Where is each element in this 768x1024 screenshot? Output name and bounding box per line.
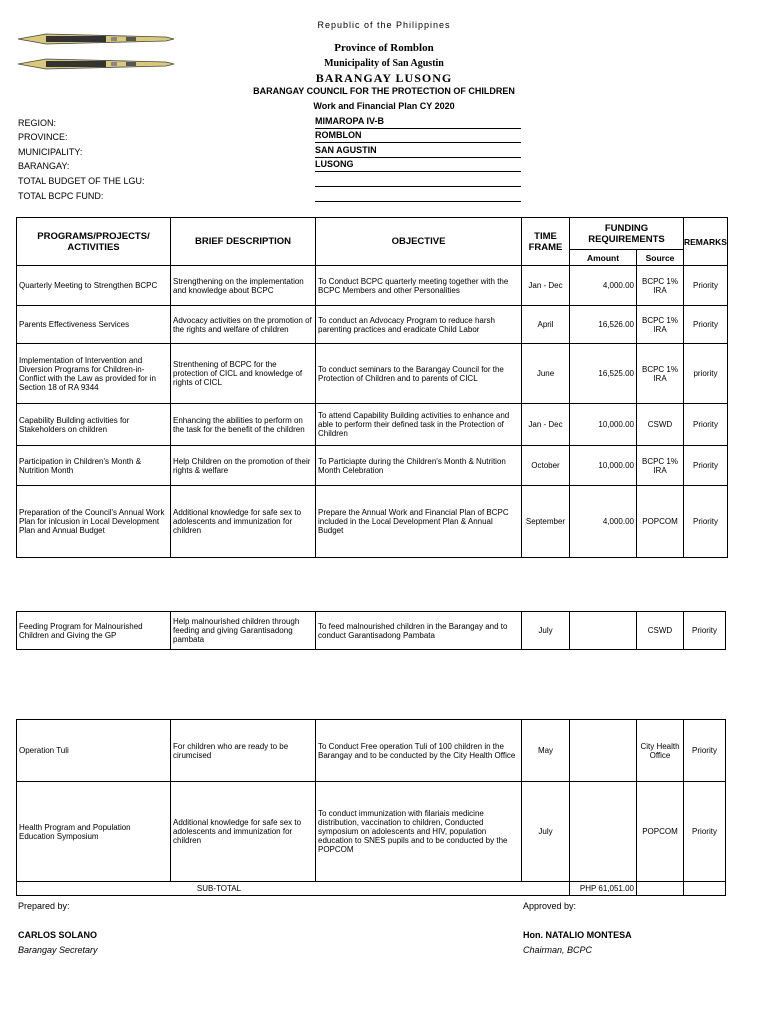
program-cell: Parents Effectiveness Services (17, 306, 171, 344)
approved-by-label: Approved by: (523, 901, 577, 911)
description-cell: Additional knowledge for safe sex to adolescents and immunization for children (171, 782, 316, 882)
subtotal-remarks (684, 882, 726, 896)
source-cell: BCPC 1% IRA (637, 266, 684, 306)
description-cell: Help malnourished children through feeding and giving Garantisadong pambata (171, 612, 316, 650)
prepared-by-label: Prepared by: (18, 901, 70, 911)
republic-heading: Republic of the Philippines (317, 20, 451, 30)
info-label: BARANGAY: (18, 161, 70, 171)
subtotal-label: SUB-TOTAL (17, 882, 570, 896)
description-cell: Help Children on the promotion of their rights & welfare (171, 446, 316, 486)
col-header-programs: PROGRAMS/PROJECTS/ ACTIVITIES (17, 218, 171, 266)
col-header-remarks: REMARKS (684, 218, 728, 266)
program-cell: Participation in Children's Month & Nutrition Month (17, 446, 171, 486)
program-cell: Operation Tuli (17, 720, 171, 782)
source-cell: POPCOM (637, 782, 684, 882)
approved-by-name: Hon. NATALIO MONTESA (523, 930, 632, 940)
program-cell: Health Program and Population Education Symposium (17, 782, 171, 882)
source-cell: BCPC 1% IRA (637, 446, 684, 486)
remarks-cell: Priority (684, 306, 728, 344)
amount-cell: 10,000.00 (570, 446, 637, 486)
objective-cell: To conduct seminars to the Barangay Council for the Protection of Children and to parents of CICL (316, 344, 522, 404)
objective-cell: To Conduct Free operation Tuli of 100 children in the Barangay and to be conducted by the City Health Office (316, 720, 522, 782)
objective-cell: To conduct an Advocacy Program to reduce harsh parenting practices and eradicate Child Labor (316, 306, 522, 344)
prepared-by-title: Barangay Secretary (18, 945, 98, 955)
info-label: PROVINCE: (18, 132, 68, 142)
program-cell: Implementation of Intervention and Diversion Programs for Children-in-Conflict with the Law as provided for in Section 18 of RA 9344 (17, 344, 171, 404)
work-plan-table-health (16, 719, 726, 896)
time-cell: Jan - Dec (522, 404, 570, 446)
subtotal-amount: PHP 61,051.00 (570, 882, 637, 896)
info-label: TOTAL BUDGET OF THE LGU: (18, 176, 145, 186)
objective-cell: To conduct immunization with filariais medicine distribution, vaccination to children, Conducted symposium on adolescents and HIV, population education to SNES pupils and to be conducted by the POPCOM (316, 782, 522, 882)
time-cell: October (522, 446, 570, 486)
description-cell: Strenthening of BCPC for the protection of CICL and knowledge of rights of CICL (171, 344, 316, 404)
objective-cell: To attend Capability Building activities to enhance and able to perform their defined task in the Protection of Children (316, 404, 522, 446)
program-cell: Preparation of the Council's Annual Work Plan for inlcusion in Local Development Plan and Annual Budget (17, 486, 171, 558)
remarks-cell: priority (684, 344, 728, 404)
objective-cell: To Conduct BCPC quarterly meeting together with the BCPC Members and other Personalities (316, 266, 522, 306)
subtotal-row (17, 882, 726, 896)
info-value: LUSONG (315, 158, 521, 172)
time-cell: Jan - Dec (522, 266, 570, 306)
source-cell: CSWD (637, 404, 684, 446)
amount-cell: 16,526.00 (570, 306, 637, 344)
description-cell: Enhancing the abilities to perform on the task for the benefit of the children (171, 404, 316, 446)
program-cell: Capability Building activities for Stakeholders on children (17, 404, 171, 446)
amount-cell: 4,000.00 (570, 266, 637, 306)
table-row (17, 720, 726, 782)
description-cell: Strengthening on the implementation and knowledge about BCPC (171, 266, 316, 306)
objective-cell: Prepare the Annual Work and Financial Plan of BCPC included in the Local Development Plan & Annual Budget (316, 486, 522, 558)
work-plan-table-continued (16, 611, 726, 650)
remarks-cell: Priority (684, 486, 728, 558)
table-row (17, 782, 726, 882)
col-header-amount: Amount (570, 250, 637, 266)
col-header-source: Source (637, 250, 684, 266)
plan-heading: Work and Financial Plan CY 2020 (313, 101, 455, 111)
remarks-cell: Priority (684, 612, 726, 650)
municipality-heading: Municipality of San Agustin (324, 58, 444, 69)
info-label: REGION: (18, 118, 57, 128)
col-header-funding: FUNDING REQUIREMENTS (570, 218, 684, 250)
info-value: ROMBLON (315, 129, 521, 143)
approved-by-title: Chairman, BCPC (523, 945, 593, 955)
info-value: SAN AGUSTIN (315, 144, 521, 158)
info-label: MUNICIPALITY: (18, 147, 83, 157)
amount-cell: 16,525.00 (570, 344, 637, 404)
info-value (315, 188, 521, 202)
amount-cell: 4,000.00 (570, 486, 637, 558)
council-heading: BARANGAY COUNCIL FOR THE PROTECTION OF CHILDREN (253, 86, 515, 96)
amount-cell: 10,000.00 (570, 404, 637, 446)
amount-cell (570, 612, 637, 650)
amount-cell (570, 720, 637, 782)
description-cell: Additional knowledge for safe sex to adolescents and immunization for children (171, 486, 316, 558)
amount-cell (570, 782, 637, 882)
objective-cell: To feed malnourished children in the Barangay and to conduct Garantisadong Pambata (316, 612, 522, 650)
table-row (17, 612, 726, 650)
time-cell: July (522, 612, 570, 650)
remarks-cell: Priority (684, 782, 726, 882)
time-cell: July (522, 782, 570, 882)
prepared-by-name: CARLOS SOLANO (18, 930, 98, 940)
program-cell: Feeding Program for Malnourished Children and Giving the GP (17, 612, 171, 650)
col-header-objective: OBJECTIVE (316, 218, 522, 266)
time-cell: June (522, 344, 570, 404)
info-label: TOTAL BCPC FUND: (18, 191, 104, 201)
source-cell: CSWD (637, 612, 684, 650)
program-cell: Quarterly Meeting to Strengthen BCPC (17, 266, 171, 306)
remarks-cell: Priority (684, 446, 728, 486)
barangay-heading: BARANGAY LUSONG (315, 71, 453, 85)
info-value: MIMAROPA IV-B (315, 115, 521, 129)
table-row (17, 306, 728, 344)
table-row (17, 344, 728, 404)
time-cell: May (522, 720, 570, 782)
subtotal-source (637, 882, 684, 896)
source-cell: POPCOM (637, 486, 684, 558)
remarks-cell: Priority (684, 404, 728, 446)
remarks-cell: Priority (684, 720, 726, 782)
info-value (315, 173, 521, 187)
source-cell: BCPC 1% IRA (637, 306, 684, 344)
time-cell: April (522, 306, 570, 344)
remarks-cell: Priority (684, 266, 728, 306)
table-row (17, 404, 728, 446)
source-cell: BCPC 1% IRA (637, 344, 684, 404)
col-header-time: TIME FRAME (522, 218, 570, 266)
province-heading: Province of Romblon (334, 42, 434, 54)
source-cell: City Health Office (637, 720, 684, 782)
col-header-description: BRIEF DESCRIPTION (171, 218, 316, 266)
description-cell: For children who are ready to be cirumcised (171, 720, 316, 782)
table-row (17, 486, 728, 558)
objective-cell: To Particiapte during the Children's Month & Nutrition Month Celebration (316, 446, 522, 486)
table-row (17, 446, 728, 486)
table-row (17, 266, 728, 306)
work-plan-table (16, 217, 728, 558)
description-cell: Advocacy activities on the promotion of the rights and welfare of children (171, 306, 316, 344)
time-cell: September (522, 486, 570, 558)
